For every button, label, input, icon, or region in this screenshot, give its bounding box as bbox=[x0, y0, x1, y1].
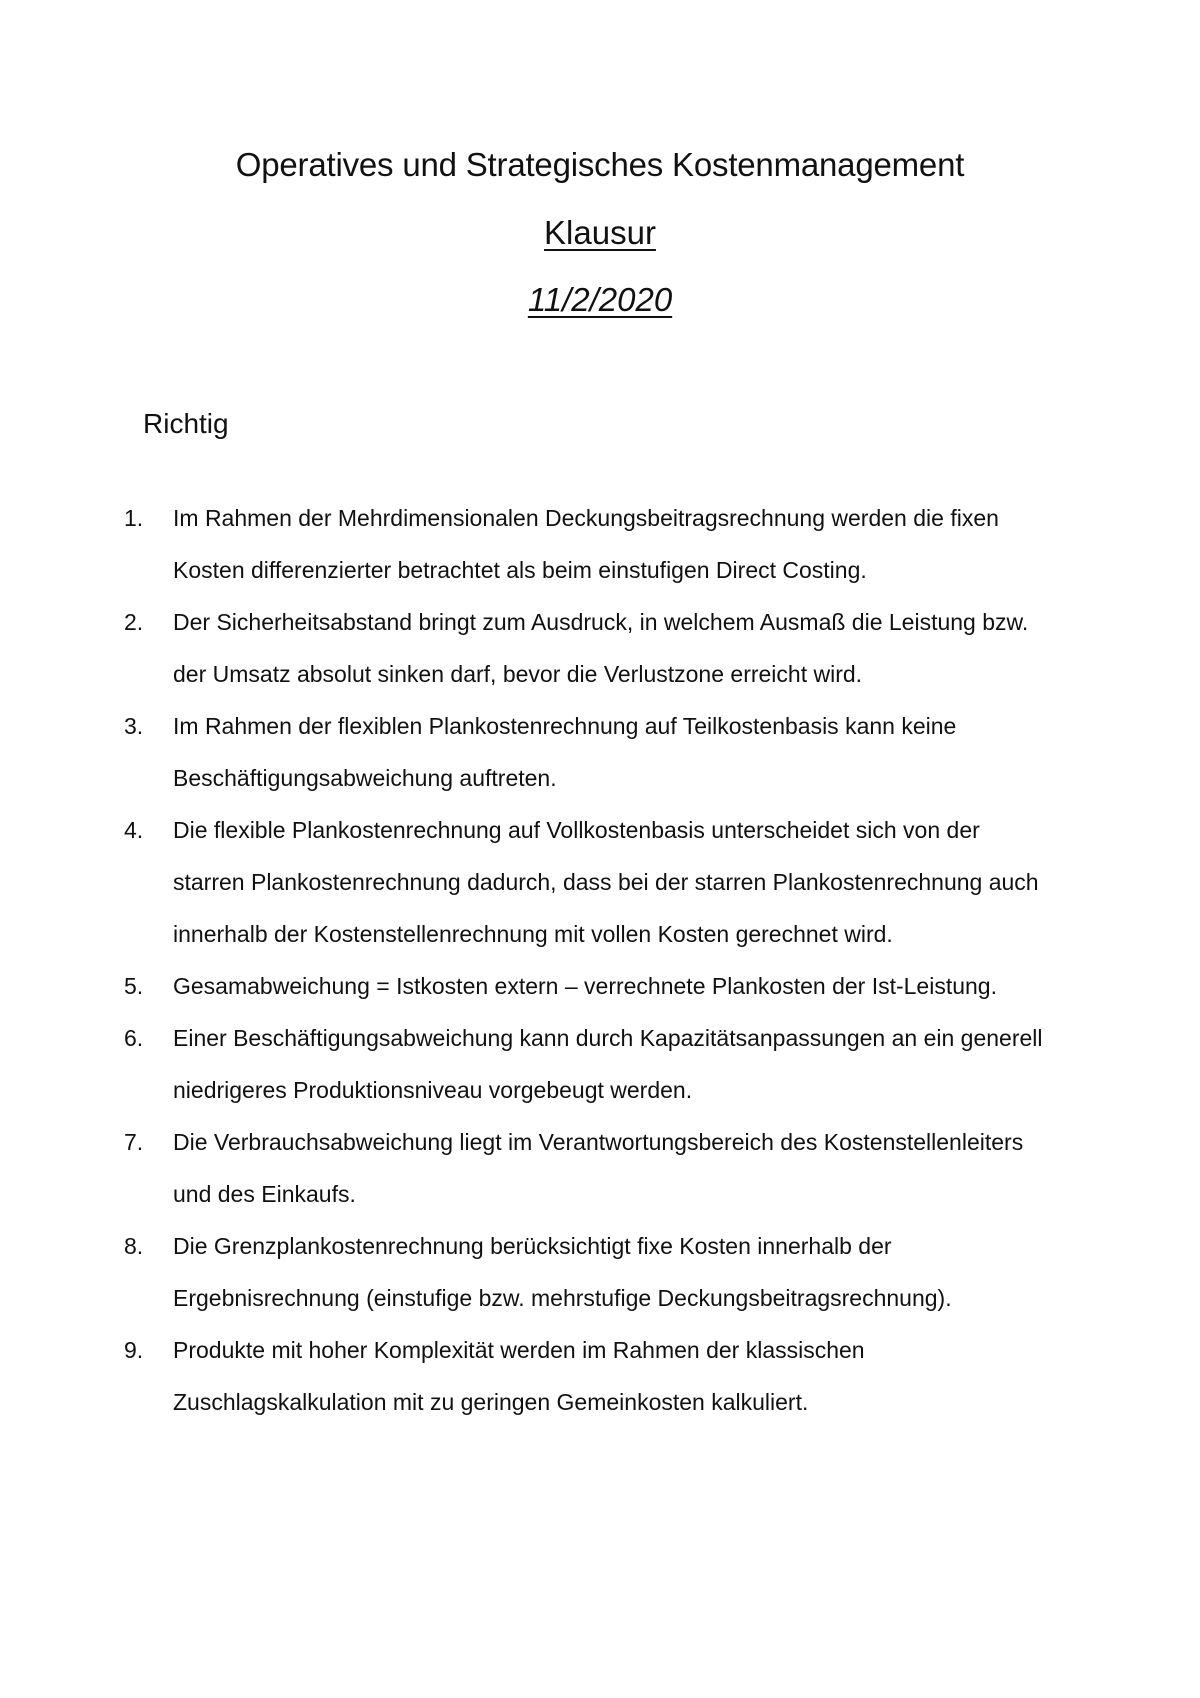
list-item bbox=[0, 804, 1200, 960]
list-item bbox=[0, 960, 1200, 1012]
list-item-number: 7. bbox=[124, 1129, 144, 1155]
list-item-text: Im Rahmen der flexiblen Plankostenrechnung auf Teilkostenbasis kann keine Beschäftigungsabweichung auftreten. bbox=[173, 713, 957, 791]
list-item-number: 3. bbox=[124, 713, 144, 739]
list-item-number: 9. bbox=[124, 1337, 144, 1363]
list-item bbox=[0, 1012, 1200, 1116]
list-item-number: 2. bbox=[124, 609, 144, 635]
list-item-number: 5. bbox=[124, 973, 144, 999]
list-item-text: Im Rahmen der Mehrdimensionalen Deckungsbeitragsrechnung werden die fixen Kosten differenzierter betrachtet als beim einstufigen Direct Costing. bbox=[173, 505, 999, 583]
list-item-text: Produkte mit hoher Komplexität werden im Rahmen der klassischen Zuschlagskalkulation mit zu geringen Gemeinkosten kalkuliert. bbox=[173, 1337, 865, 1415]
list-item-text: Einer Beschäftigungsabweichung kann durch Kapazitätsanpassungen an ein generell niedrigeres Produktionsniveau vorgebeugt werden. bbox=[173, 1025, 1043, 1103]
list-item bbox=[0, 596, 1200, 700]
list-item-number: 6. bbox=[124, 1025, 144, 1051]
statement-list bbox=[0, 492, 1200, 1428]
document-subtitle: Klausur bbox=[544, 214, 656, 251]
section-heading: Richtig bbox=[143, 408, 229, 439]
list-item bbox=[0, 1220, 1200, 1324]
list-item-text: Die Verbrauchsabweichung liegt im Verantwortungsbereich des Kostenstellenleiters und des Einkaufs. bbox=[173, 1129, 1024, 1207]
list-item-text: Gesamabweichung = Istkosten extern – verrechnete Plankosten der Ist-Leistung. bbox=[173, 973, 997, 999]
list-item-number: 8. bbox=[124, 1233, 144, 1259]
list-item bbox=[0, 700, 1200, 804]
document-title: Operatives und Strategisches Kostenmanagement bbox=[235, 146, 965, 183]
list-item bbox=[0, 1324, 1200, 1428]
list-item-number: 1. bbox=[124, 505, 144, 531]
list-item-text: Die Grenzplankostenrechnung berücksichtigt fixe Kosten innerhalb der Ergebnisrechnung (einstufige bzw. mehrstufige Deckungsbeitragsrechnung). bbox=[173, 1233, 952, 1311]
list-item-text: Der Sicherheitsabstand bringt zum Ausdruck, in welchem Ausmaß die Leistung bzw. der Umsatz absolut sinken darf, bevor die Verlustzone erreicht wird. bbox=[173, 609, 1029, 687]
list-item bbox=[0, 1116, 1200, 1220]
document-date: 11/2/2020 bbox=[527, 281, 673, 318]
list-item-number: 4. bbox=[124, 817, 144, 843]
list-item-text: Die flexible Plankostenrechnung auf Vollkostenbasis unterscheidet sich von der starren Plankostenrechnung dadurch, dass bei der starren Plankostenrechnung auch innerhalb der Kostenstellenrechnung mit vollen Kosten gerechnet wird. bbox=[173, 817, 1039, 947]
list-item bbox=[0, 492, 1200, 596]
